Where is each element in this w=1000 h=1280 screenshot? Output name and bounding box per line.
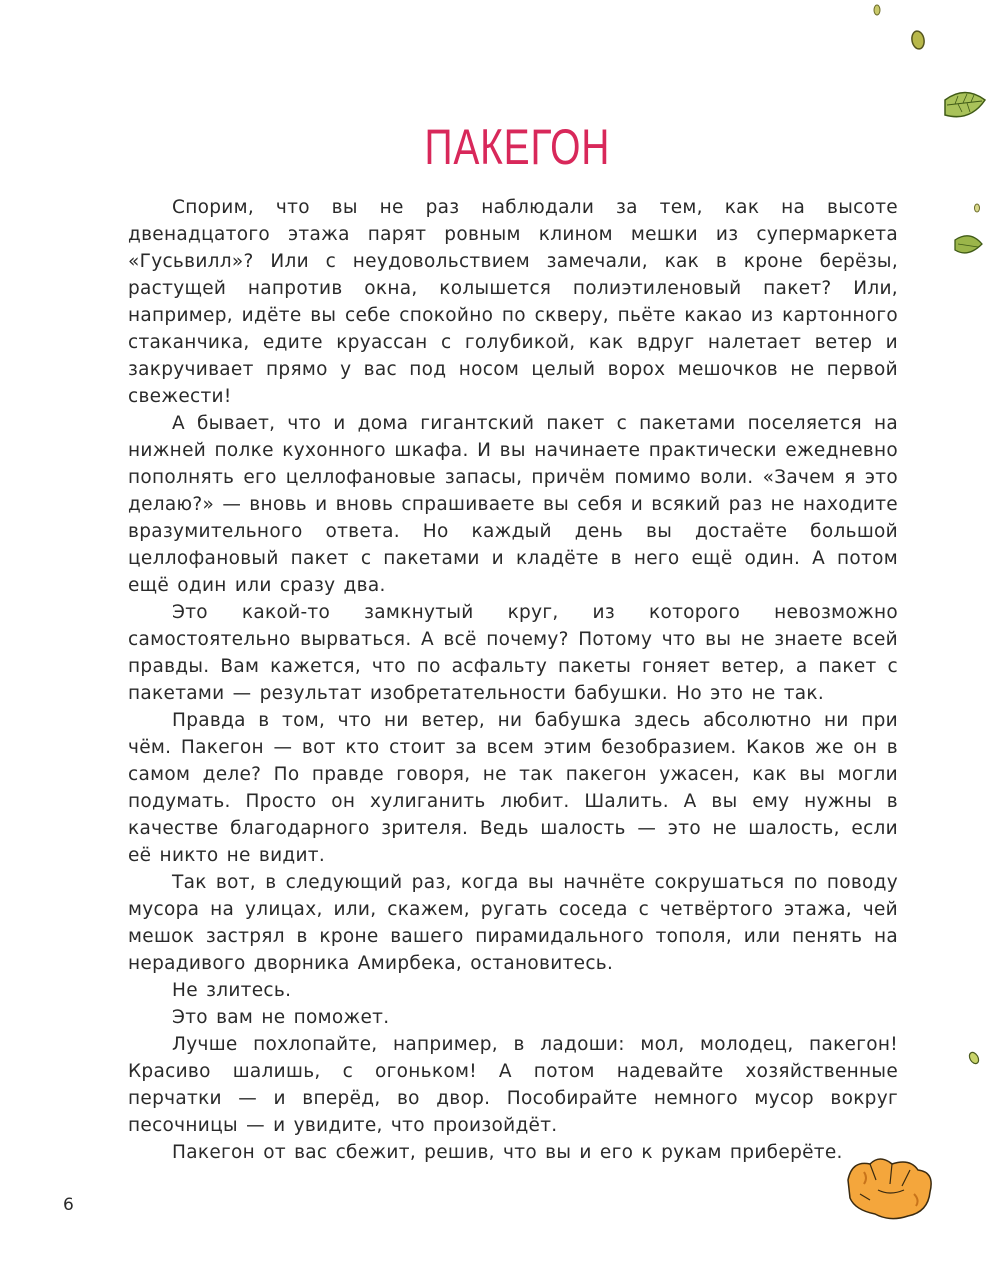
leaf-icon <box>968 1051 981 1065</box>
paragraph: Так вот, в следующий раз, когда вы начнёте сокрушаться по поводу мусора на улицах, или, скажем, ругать соседа с четвёртого этажа, чей мешок застрял в кроне вашего пирамидального тополя, или пенять на нерадивого дворника Амирбека, остановитесь. <box>128 872 898 974</box>
paragraph: Не злитесь. <box>172 980 292 1001</box>
page-number: 6 <box>63 1195 74 1215</box>
paragraph: Правда в том, что ни ветер, ни бабушка здесь абсолютно ни при чём. Пакегон — вот кто стоит за всем этим безобразием. Каков же он в самом деле? По правде говоря, не так пакегон ужасен, как вы могли подумать. Просто он хулиганить любит. Шалить. А вы ему нужны в качестве благодарного зрителя. Ведь шалость — это не шалость, если её никто не видит. <box>128 710 898 866</box>
leaf-icon <box>975 204 980 212</box>
paragraph: Это какой-то замкнутый круг, из которого невозможно самостоятельно вырваться. А всё почему? Потому что вы не знаете всей правды. Вам кажется, что по асфальту пакеты гоняет ветер, а пакет с пакетами — результат изобретательности бабушки. Но это не так. <box>128 602 898 704</box>
paragraph: А бывает, что и дома гигантский пакет с пакетами поселяется на нижней полке кухонного шкафа. И вы начинаете практически ежедневно пополнять его целлофановые запасы, причём помимо воли. «Зачем я это делаю?» — вновь и вновь спрашиваете вы себя и всякий раз не находите вразумительного ответа. Но каждый день вы достаёте большой целлофановый пакет с пакетами и кладёте в него ещё один. А потом ещё один или сразу два. <box>128 413 898 596</box>
paragraph: Лучше похлопайте, например, в ладоши: мол, молодец, пакегон! Красиво шалишь, с огоньком! А потом надевайте хозяйственные перчатки — и вперёд, во двор. Пособирайте немного мусор вокруг песочницы — и увидите, что произойдёт. <box>128 1034 898 1136</box>
paragraph: Пакегон от вас сбежит, решив, что вы и его к рукам приберёте. <box>172 1142 843 1163</box>
page-title: ПАКЕГОН <box>424 119 611 175</box>
leaf-icon <box>945 93 985 117</box>
paragraph: Спорим, что вы не раз наблюдали за тем, как на высоте двенадцатого этажа парят ровным клином мешки из супермаркета «Гусьвилл»? Или с неудовольствием замечали, как в кроне берёзы, растущей напротив окна, колышется полиэтиленовый пакет? Или, например, идёте вы себе спокойно по скверу, пьёте какао из картонного стаканчика, едите круассан с голубикой, как вдруг налетает ветер и закручивает прямо у вас под носом целый ворох мешочков не первой свежести! <box>128 197 898 407</box>
article-body <box>128 194 898 1166</box>
leaf-icon <box>955 236 982 253</box>
paragraph: Это вам не поможет. <box>172 1007 390 1028</box>
leaf-icon <box>911 30 926 50</box>
leaf-icon <box>874 5 880 15</box>
